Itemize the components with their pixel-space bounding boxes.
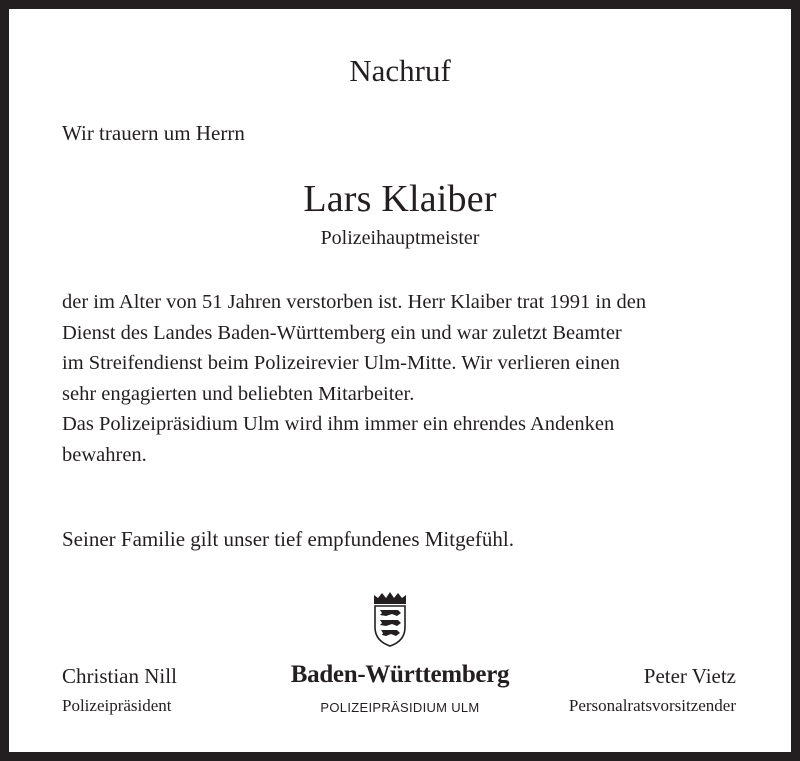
agency-name: POLIZEIPRÄSIDIUM ULM [320, 700, 480, 715]
signatory-role-right: Personalratsvorsitzender [568, 696, 736, 715]
notice-title: Nachruf [349, 53, 451, 88]
state-brand: Baden-Württemberg [290, 661, 510, 688]
signatory-role-left: Polizeipräsident [62, 696, 172, 715]
body-line: Dienst des Landes Baden-Württemberg ein und war zuletzt Beamter [62, 321, 622, 344]
obituary-notice [9, 9, 791, 752]
signatory-name-left: Christian Nill [62, 664, 177, 688]
body-line: sehr engagierten und beliebten Mitarbeiter. [62, 382, 415, 405]
coat-of-arms-icon [370, 591, 410, 647]
intro-line: Wir trauern um Herrn [62, 121, 245, 145]
body-line: der im Alter von 51 Jahren verstorben ist. Herr Klaiber trat 1991 in den [62, 291, 647, 313]
body-line: im Streifendienst beim Polizeirevier Ulm-Mitte. Wir verlieren einen [62, 352, 620, 374]
obituary-body [62, 287, 752, 470]
deceased-rank: Polizeihauptmeister [320, 227, 480, 249]
signatory-name-right: Peter Vietz [643, 664, 736, 688]
condolence-line: Seiner Familie gilt unser tief empfundenes Mitgefühl. [62, 527, 514, 551]
body-line: Das Polizeipräsidium Ulm wird ihm immer ein ehrendes Andenken [62, 413, 615, 435]
deceased-name: Lars Klaiber [303, 178, 497, 220]
body-line: bewahren. [62, 443, 147, 466]
